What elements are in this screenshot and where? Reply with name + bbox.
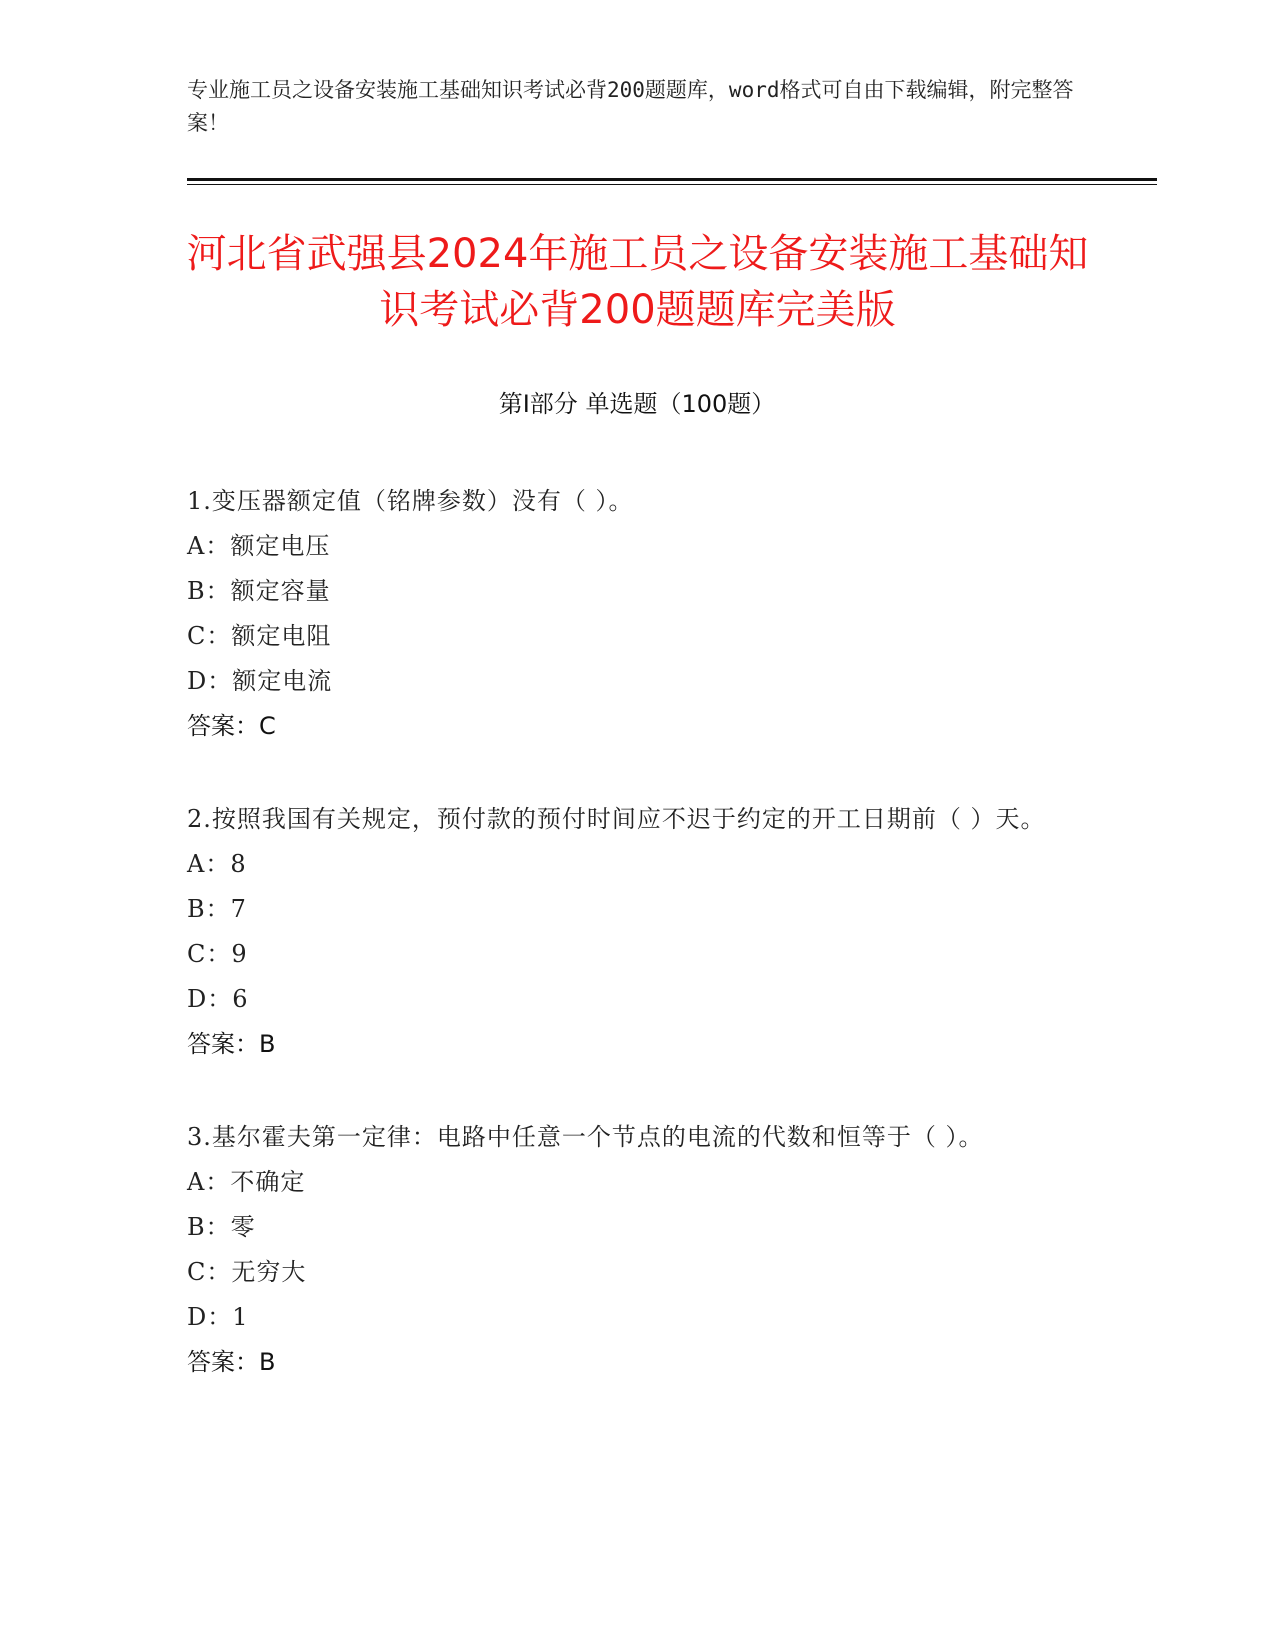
question-stem: 3.基尔霍夫第一定律：电路中任意一个节点的电流的代数和恒等于（ ）。 xyxy=(187,1123,984,1151)
section-title: 第Ⅰ部分 单选题（100题） xyxy=(498,390,776,418)
answer: 答案：B xyxy=(187,1030,276,1058)
option-c: C：9 xyxy=(187,940,248,968)
header-rule-thick xyxy=(187,178,1157,181)
document-title: 河北省武强县2024年施工员之设备安装施工基础知识考试必背200题题库完美版 xyxy=(186,231,1089,333)
question-stem: 1.变压器额定值（铭牌参数）没有（ ）。 xyxy=(187,487,634,515)
header-note: 专业施工员之设备安装施工基础知识考试必背200题题库，word格式可自由下载编辑，附完整答案！ xyxy=(187,78,1074,135)
answer: 答案：B xyxy=(187,1348,276,1376)
question-stem: 2.按照我国有关规定，预付款的预付时间应不迟于约定的开工日期前（ ）天。 xyxy=(187,805,1046,833)
option-b: B：7 xyxy=(187,895,247,923)
option-a: A：不确定 xyxy=(187,1168,306,1196)
option-c: C：无穷大 xyxy=(187,1258,307,1286)
question-1 xyxy=(187,478,1057,749)
option-a: A：8 xyxy=(187,850,247,878)
option-d: D：1 xyxy=(187,1303,249,1331)
option-d: D：6 xyxy=(187,985,249,1013)
option-d: D：额定电流 xyxy=(187,667,333,695)
question-list xyxy=(187,478,1057,1432)
header-rule-thin xyxy=(187,184,1157,185)
question-3 xyxy=(187,1114,1057,1385)
option-c: C：额定电阻 xyxy=(187,622,332,650)
option-b: B：额定容量 xyxy=(187,577,331,605)
question-2 xyxy=(187,796,1057,1067)
answer: 答案：C xyxy=(187,712,276,740)
option-b: B：零 xyxy=(187,1213,256,1241)
option-a: A：额定电压 xyxy=(187,532,331,560)
